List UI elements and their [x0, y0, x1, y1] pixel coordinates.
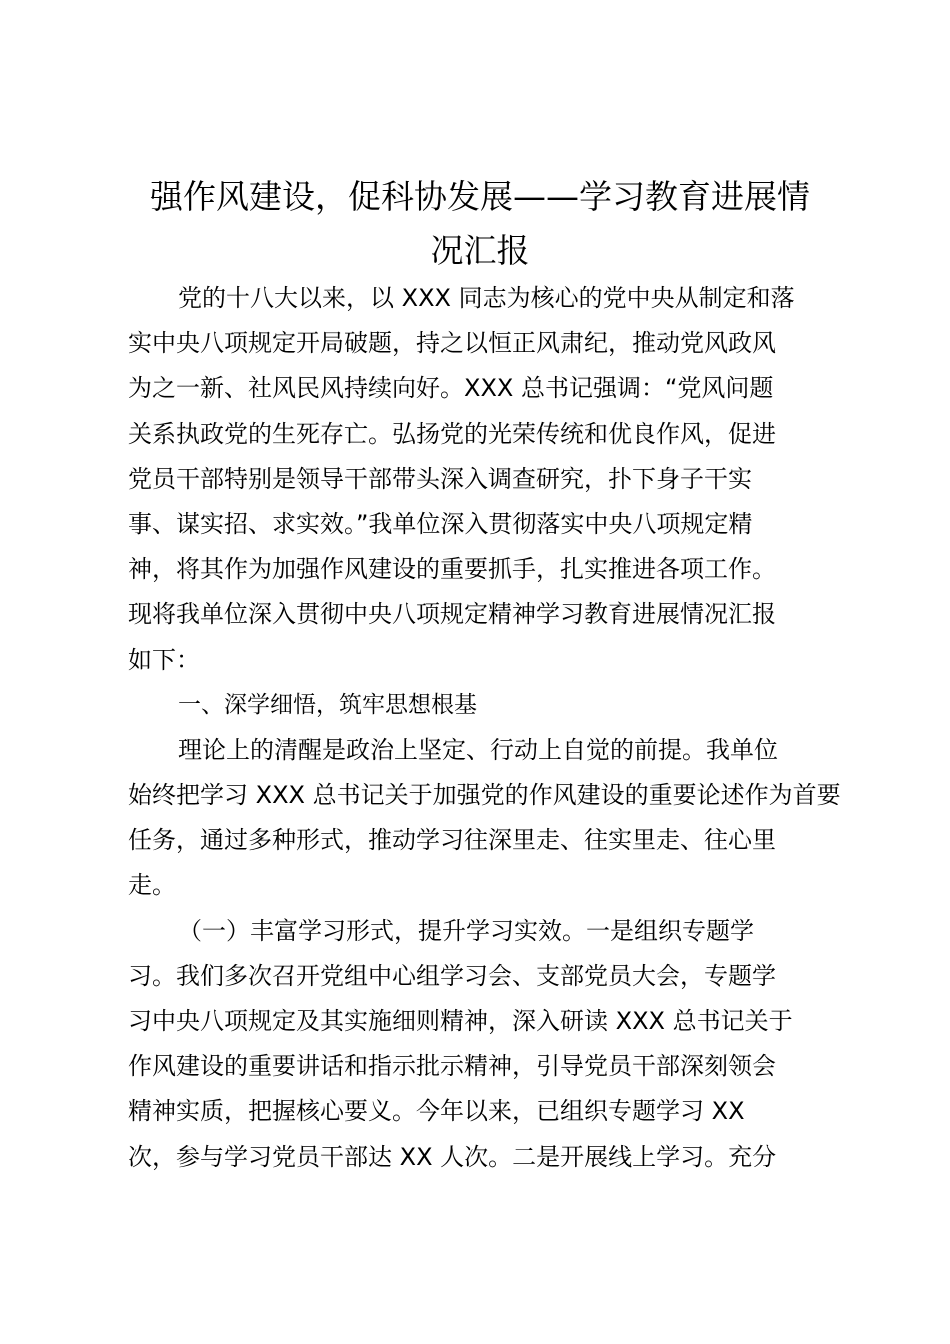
paragraph-line: 如下：: [128, 645, 200, 674]
paragraph-line: （一）丰富学习形式，提升学习实效。一是组织专题学: [178, 916, 754, 945]
title-line-2: 况汇报: [430, 231, 530, 270]
paragraph-line: 习。我们多次召开党组中心组学习会、支部党员大会，专题学: [128, 961, 776, 990]
paragraph-line: 始终把学习 XXX 总书记关于加强党的作风建设的重要论述作为首要: [128, 781, 841, 810]
paragraph-line: 关系执政党的生死存亡。弘扬党的光荣传统和优良作风，促进: [128, 419, 776, 448]
paragraph-line: 作风建设的重要讲话和指示批示精神，引导党员干部深刻领会: [128, 1052, 776, 1081]
paragraph-line: 次，参与学习党员干部达 XX 人次。二是开展线上学习。充分: [128, 1142, 777, 1171]
paragraph-line: 理论上的清醒是政治上坚定、行动上自觉的前提。我单位: [178, 735, 778, 764]
section-heading: 一、深学细悟，筑牢思想根基: [178, 691, 477, 718]
paragraph-line: 任务，通过多种形式，推动学习往深里走、往实里走、往心里: [128, 826, 776, 855]
title-line-1: 强作风建设，促科协发展——学习教育进展情: [150, 177, 810, 216]
paragraph-line: 实中央八项规定开局破题，持之以恒正风肃纪，推动党风政风: [128, 329, 776, 358]
paragraph-line: 精神实质，把握核心要义。今年以来，已组织专题学习 XX: [128, 1097, 745, 1126]
paragraph-line: 党员干部特别是领导干部带头深入调查研究，扑下身子干实: [128, 464, 752, 493]
paragraph-line: 神，将其作为加强作风建设的重要抓手，扎实推进各项工作。: [128, 555, 776, 584]
paragraph-line: 现将我单位深入贯彻中央八项规定精神学习教育进展情况汇报: [128, 600, 776, 629]
paragraph-line: 为之一新、社风民风持续向好。XXX 总书记强调：“党风问题: [128, 374, 774, 403]
document-body: [128, 276, 843, 1180]
paragraph-line: 党的十八大以来，以 XXX 同志为核心的党中央从制定和落: [178, 284, 795, 312]
paragraph-line: 走。: [128, 871, 176, 900]
paragraph-line: 事、谋实招、求实效。”我单位深入贯彻落实中央八项规定精: [128, 509, 753, 538]
document-title: [110, 170, 850, 278]
paragraph-line: 习中央八项规定及其实施细则精神，深入研读 XXX 总书记关于: [128, 1007, 793, 1035]
